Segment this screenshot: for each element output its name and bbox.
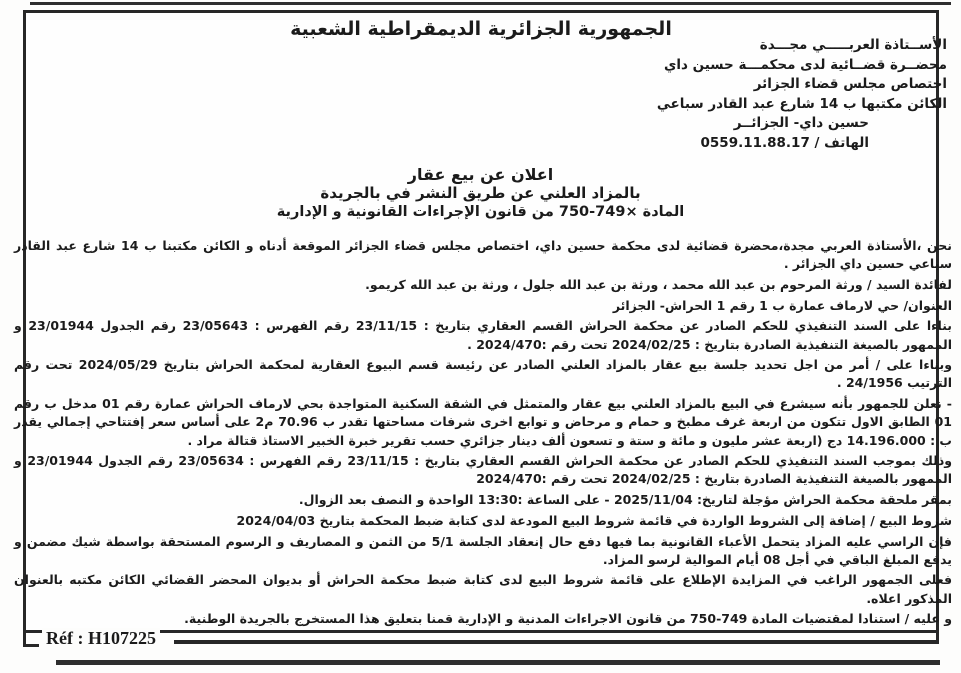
office-header-line-name: الأســتاذة العربـــــي مجـــدة [759,37,947,53]
announcement-title-line1: اعلان عن بيع عقار [407,165,554,184]
frame-bottom-border-line [174,640,939,644]
office-header-line-address: الكائن مكتبها ب 14 شارع عبد القادر سباعي [656,95,947,112]
body-paragraph-property-description: - نعلن للجمهور بأنه سيشرع في البيع بالمزاد العلني بيع عقار والمتمثل في الشقة السكنية المتواجدة بحي لارماف الحراش عمارة رقم 01 مدخل ب رقم 01 الطابق الاول تتكون من اربعة غرف مطبخ و حمام و مرحاض و توابع اخرى شرفات مساحتها تقدر ب 70.96 م2 على أساس سعر إفتتاحي إجمالي يقدر ب : 14.196.000 دج (اربعة عشر مليون و مائة و ستة و تسعون ألف دينار جزائري حسب تقرير خبرة الخبير الاستاذ قتالة مراد . [14,396,953,448]
adjacent-ad-divider-bottom [56,660,940,665]
body-paragraph-beneficiary: لفائدة السيد / ورثة المرحوم بن عبد الله محمد ، ورثة بن عبد الله جلول ، ورثة بن عبد الله كريمو. [365,276,952,292]
body-paragraph-order: وبناءا على / أمر من اجل تحديد جلسة بيع عقار بالمزاد العلني الصادر عن رئيسة قسم البيوع العقارية لمحكمة الحراش بتاريخ 2024/05/29 تحت رقم الترتيب 24/1956 . [14,357,952,391]
adjacent-ad-divider-top [30,2,951,5]
office-header-line-jurisdiction: اختصاص مجلس قضاء الجزائر [753,76,947,92]
republic-title: الجمهورية الجزائرية الديمقراطية الشعبية [290,18,672,40]
bailiff-office-header [657,36,947,153]
office-header-line-city: حسين داي- الجزائــر [733,115,869,131]
body-paragraph-payment-terms: فإن الراسي عليه المزاد يتحمل الأعباء القانونية بما فيها دفع حال إنعقاد الجلسة 5/1 من الثمن و المصاريف و الرسوم المستحقة بواسطة شيك مضمن و يدفع المبلغ الباقي في أجل 08 أيام الموالية لرسو المزاد. [14,533,952,567]
frame-bottom-left-corner [23,632,39,647]
announcement-title-line3: المادة ×749-750 من قانون الإجراءات القانونية و الإدارية [276,204,685,220]
body-paragraph-writ-2: وذلك بموجب السند التنفيذي للحكم الصادر عن محكمة الحراش القسم العقاري بتاريخ : 23/11/15 رقم الفهرس : 23/05634 رقم الجدول 23/01944 و الممهور بالصيغة التنفيذية الصادرة بتاريخ : 2024/02/25 تحت رقم :2024/470 [14,453,953,487]
reference-number: Réf : H107225 [42,628,160,649]
announcement-title-block [0,165,961,222]
office-header-line-role: محضــرة قضــائية لدى محكمـــة حسين داي [663,56,947,73]
announcement-body [14,237,952,631]
body-paragraph-sale-conditions: شروط البيع / إضافة إلى الشروط الواردة في قائمة شروط البيع المودعة لدى كتابة ضبط المحكمة بتاريخ 2024/04/03 [236,512,952,528]
body-paragraph-session-datetime: بمقر ملحقة محكمة الحراش مؤجلة لتاريخ: 2025/11/04 - على الساعة :13:30 الواحدة و النصف بعد الزوال. [298,492,952,508]
body-paragraph-legal-basis: و عليه / استنادا لمقتضيات المادة 749-750 من قانون الاجراءات المدنية و الإدارية قمنا بتعليق هذا المستخرج بالجريدة الوطنية. [184,611,952,627]
body-paragraph-intro: نحن ،الأستاذة العربي مجدة،محضرة قضائية لدى محكمة حسين داي، اختصاص مجلس قضاء الجزائر الموقعة أدناه و الكائن مكتبنا ب 14 شارع عبد القادر سباعي حسين داي الجزائر . [14,238,953,272]
body-paragraph-public-notice: فعلى الجمهور الراغب في المزايدة الإطلاع على قائمة شروط البيع لدى كتابة ضبط محكمة الحراش أو بديوان المحضر القضائي الكائن مكتبه بالعنوان المذكور اعلاه. [14,572,952,606]
announcement-title-line2: بالمزاد العلني عن طريق النشر في بالجريدة [320,184,641,202]
body-paragraph-writ-1: بناءا على السند التنفيذي للحكم الصادر عن محكمة الحراش القسم العقاري بتاريخ : 23/11/15 رقم الفهرس : 23/05643 رقم الجدول 23/01944 و الممهور بالصيغة التنفيذية الصادرة بتاريخ : 2024/02/25 تحت رقم :2024/470 . [14,318,952,352]
office-header-line-phone: الهاتف / 0559.11.88.17 [700,134,869,151]
body-paragraph-address: العنوان/ حي لارماف عمارة ب 1 رقم 1 الحراش- الجزائر [612,297,952,313]
